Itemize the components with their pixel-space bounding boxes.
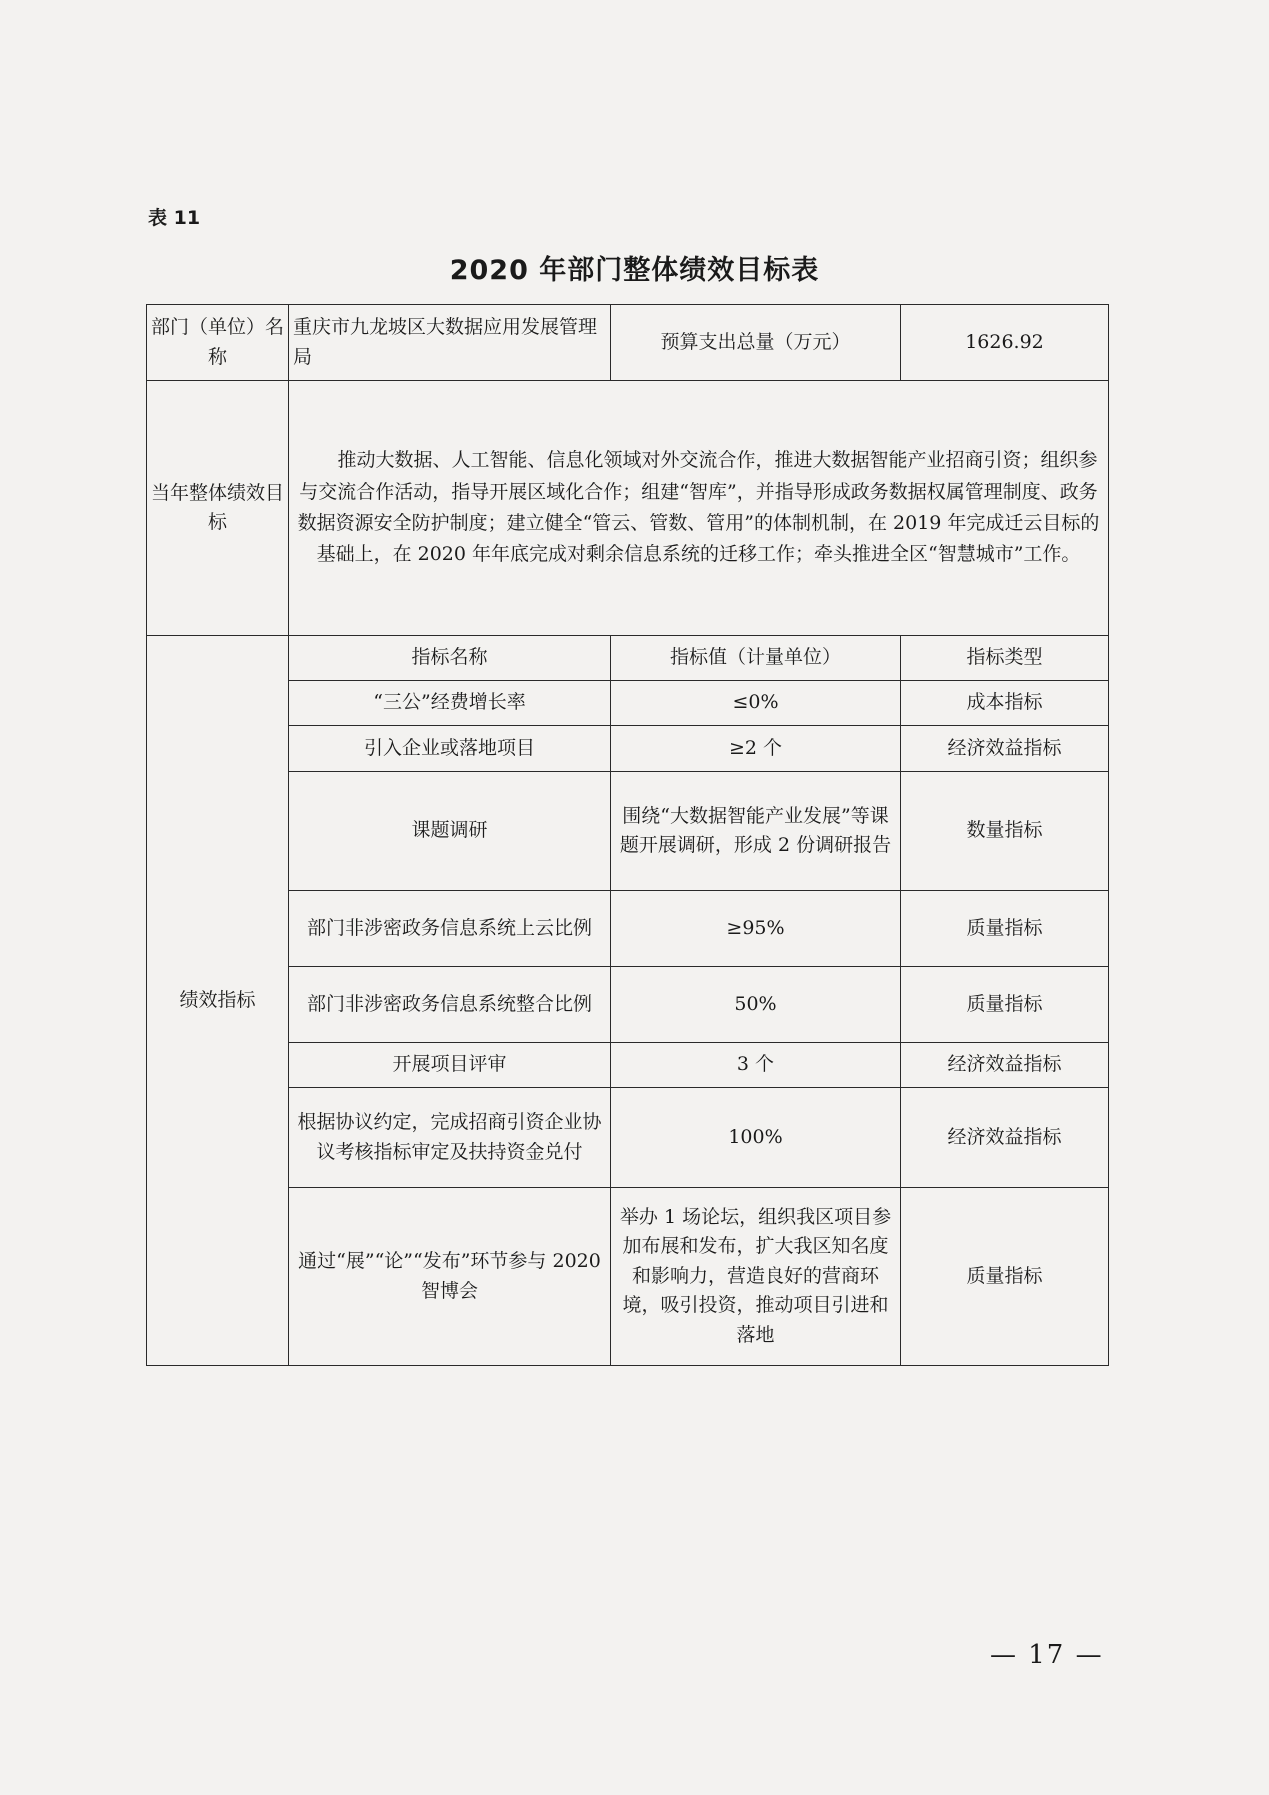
indicator-name: 根据协议约定，完成招商引资企业协议考核指标审定及扶持资金兑付 [289,1088,611,1188]
indicator-name: 部门非涉密政务信息系统整合比例 [289,967,611,1043]
indicator-type: 经济效益指标 [901,1043,1109,1088]
goal-row [147,381,1109,636]
indicator-value: ≤0% [611,681,901,726]
indicator-type: 成本指标 [901,681,1109,726]
indicator-value: ≥95% [611,891,901,967]
indicator-type: 质量指标 [901,1188,1109,1366]
indicator-value: 50% [611,967,901,1043]
indicator-name: 部门非涉密政务信息系统上云比例 [289,891,611,967]
indicator-type: 经济效益指标 [901,1088,1109,1188]
indicator-type: 数量指标 [901,772,1109,891]
goal-label: 当年整体绩效目标 [147,381,289,636]
indicator-name: 课题调研 [289,772,611,891]
indicator-name: 引入企业或落地项目 [289,726,611,772]
table-row [147,726,1109,772]
goal-text: 推动大数据、人工智能、信息化领域对外交流合作，推进大数据智能产业招商引资；组织参与交流合作活动，指导开展区域化合作；组建“智库”，并指导形成政务数据权属管理制度、政务数据资源安全防护制度；建立健全“管云、管数、管用”的体制机制，在 2019 年完成迁云目标的基础上，在 2020 年年底完成对剩余信息系统的迁移工作；牵头推进全区“智慧城市”工作。 [289,381,1109,636]
performance-goal-table [146,304,1109,1366]
page-title: 2020 年部门整体绩效目标表 [449,255,820,286]
header-indicator-value: 指标值（计量单位） [611,636,901,681]
indicator-value: 3 个 [611,1043,901,1088]
budget-value: 1626.92 [901,305,1109,381]
table-row [147,1088,1109,1188]
table-row [147,772,1109,891]
table-row [147,681,1109,726]
indicator-type: 质量指标 [901,891,1109,967]
page-number: — 17 — [990,1640,1104,1670]
header-indicator-name: 指标名称 [289,636,611,681]
indicator-value: 围绕“大数据智能产业发展”等课题开展调研，形成 2 份调研报告 [611,772,901,891]
indicator-header-row [147,636,1109,681]
budget-label: 预算支出总量（万元） [611,305,901,381]
indicator-value: ≥2 个 [611,726,901,772]
table-row [147,1043,1109,1088]
indicator-name: 开展项目评审 [289,1043,611,1088]
indicator-name: “三公”经费增长率 [289,681,611,726]
indicator-name: 通过“展”“论”“发布”环节参与 2020 智博会 [289,1188,611,1366]
indicator-value: 100% [611,1088,901,1188]
indicators-label: 绩效指标 [147,636,289,1366]
indicator-type: 质量指标 [901,967,1109,1043]
dept-value: 重庆市九龙坡区大数据应用发展管理局 [289,305,611,381]
table-row [147,967,1109,1043]
table-label: 表 11 [148,207,201,229]
indicator-value: 举办 1 场论坛，组织我区项目参加布展和发布，扩大我区知名度和影响力，营造良好的营商环境，吸引投资，推动项目引进和落地 [611,1188,901,1366]
dept-info-row [147,305,1109,381]
dept-label: 部门（单位）名称 [147,305,289,381]
header-indicator-type: 指标类型 [901,636,1109,681]
table-row [147,1188,1109,1366]
table-row [147,891,1109,967]
indicator-type: 经济效益指标 [901,726,1109,772]
